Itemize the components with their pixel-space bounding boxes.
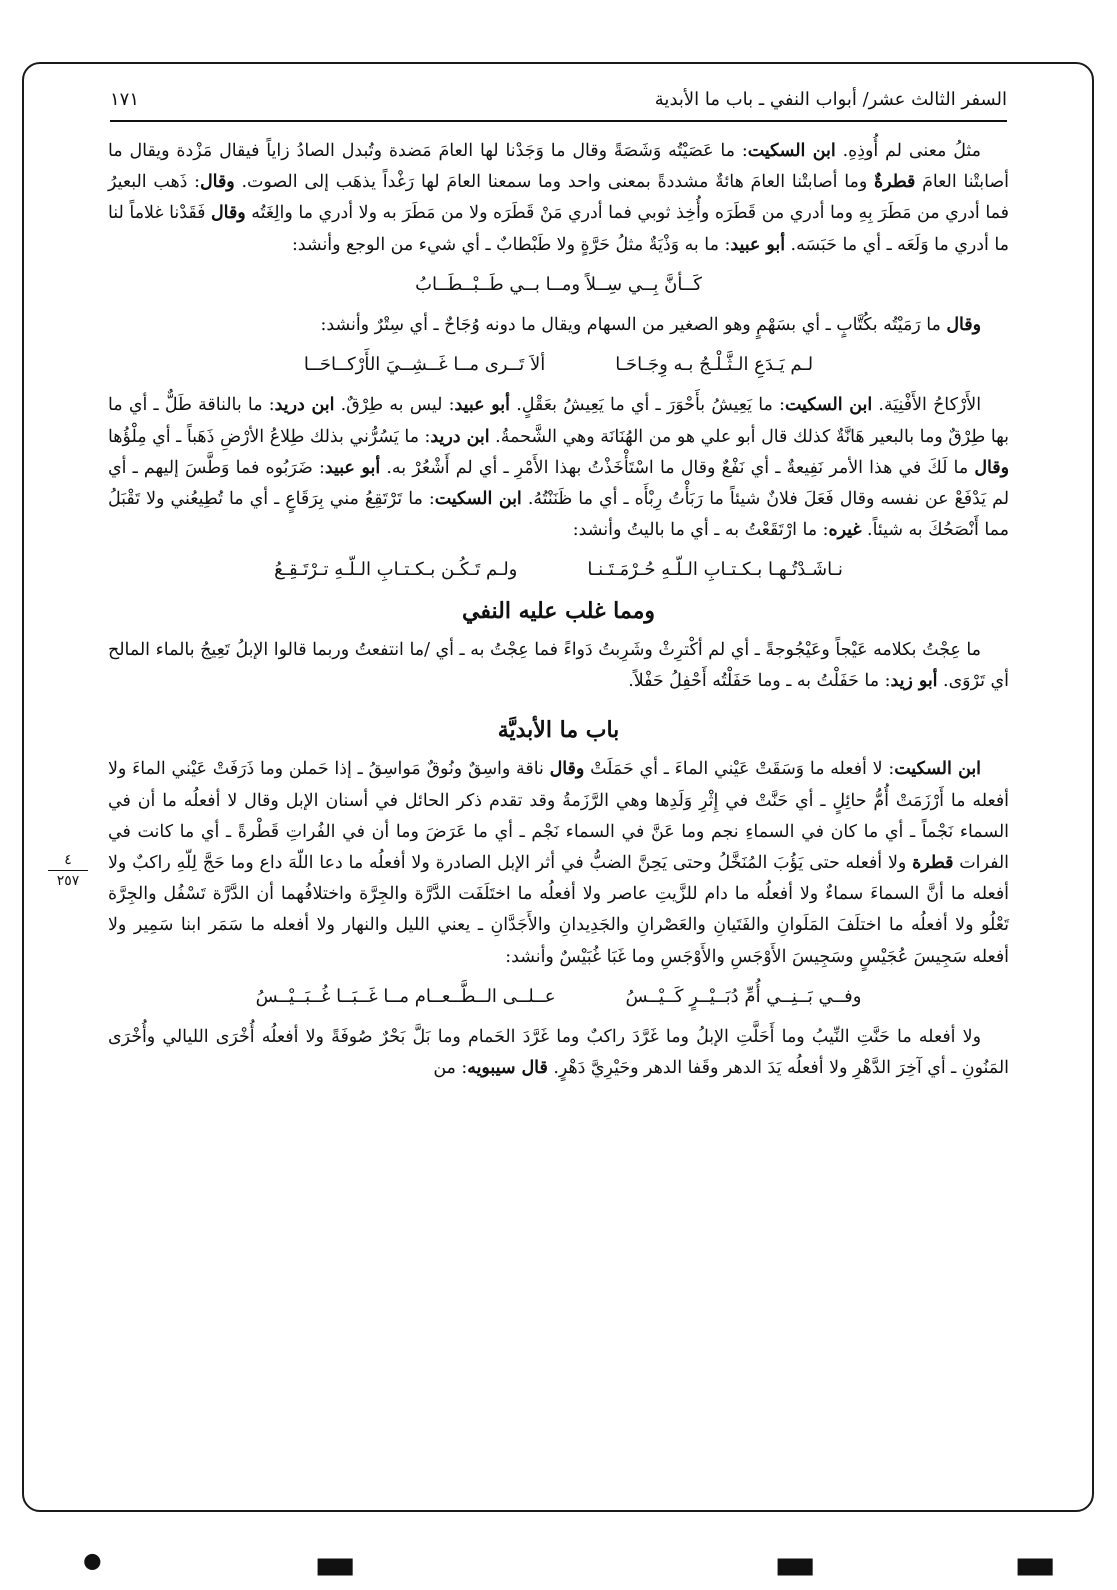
speaker-name: ابن دريد <box>430 426 490 447</box>
speaker-name: أبو عبيد <box>454 395 510 416</box>
text-run: : ذَهب البعيرُ فما أدري من مَطَرَ بِهِ وما أدري من قَطَرَه وأُخِذ ثوبي فما أدري مَنْ قَطَرَه ولا من مَطَرَ به ولا أدري ما والِغَتُه <box>108 172 1009 224</box>
text-run: وما أصابتْنا العامَ هائةٌ مشددةً بمعنى واحد وما سمعنا العامَ لها رَغْداً يذهَب إلى الصوت. <box>234 172 875 193</box>
ink-mark: ▬ <box>773 1536 817 1590</box>
speaker-name: ابن السكيت <box>434 489 522 510</box>
running-head <box>110 84 1007 114</box>
speaker-name: ابن دريد <box>274 395 335 416</box>
section-heading-abadiyya: باب ما الأبديَّة <box>497 717 620 744</box>
text-run: : لا أفعله ما وَسَقَتْ عَيْني الماءَ ـ أي حَمَلَتْ <box>584 759 895 780</box>
speaker-name: ابن السكيت <box>784 395 873 416</box>
couplet-2 <box>108 554 1009 585</box>
text-run: مثلُ معنى لم أُوذِهِ. <box>835 141 981 161</box>
hemistich-right: نـاشَـدْتُـهـا بـكـتـابِ الـلّـهِ حُـرْمَـتَـنـا <box>587 559 843 581</box>
text-run: ما لَكَ في هذا الأمر نَفِيعةٌ ـ أي نَفْعٌ وقال ما اسْتَأْخَذْتُ بهذا الأَمْرِ ـ أي لم أَشْعُرْ به. <box>380 457 975 478</box>
text-run: : ضَرَبُوه فما وَطَّسَ إليهم ـ أي لم يَدْفَعْ عن نفسه وقال فَعَلَ فلانٌ شيئاً ما رَبَأْتُ رِبْأَه ـ أي ما ظَنَنْتُهُ. <box>108 457 1010 510</box>
paragraph-1 <box>108 136 1009 261</box>
hemistich-left: ولـم تَـكُـن بـكـتـابِ الـلّـهِ تـرْتَـقِـعُ <box>274 559 518 581</box>
paragraph-4 <box>108 635 1009 697</box>
text-run: ناقة واسِقٌ ونُوقٌ مَواسِقُ ـ إذا حَملن وما ذَرَفَتْ عَيْني الماءَ ولا أفعله ما أَرْزَمَتْ أُمُّ حائِلٍ ـ أي حَنَّتْ في إِثْرِ وَلَدِها وهي الرَّزَمةُ وقد تقدم ذكر الحائل في أسنان الإبل وقال لا أفعلُه ما أن في السماء نَجْماً ـ أي ما كان في السماءِ نجم وما عَنَّ في السماء نَجْم ـ أي ما عَرَضَ وما أن في الفُراتِ قَطْرةً ـ أي ما كانت في الفرات <box>108 759 1009 874</box>
speaker-name: أبو زيد <box>890 671 938 692</box>
speaker-name: ابن السكيت <box>747 141 836 161</box>
text-run: : ما تَرْتَقِعُ مني بِرَقَاعٍ ـ أي ما تُطِيعُني ولا تَقْبَلُ مما أَنْصَحُكَ به شيئاً. <box>108 489 1009 541</box>
speaker-name: ابن السكيت <box>894 759 981 780</box>
speaker-name: وقال <box>549 759 585 780</box>
ink-mark: • <box>77 1536 107 1590</box>
speaker-name: وقال <box>211 203 246 224</box>
text-run: : ليس به طِرْقٌ. <box>334 395 455 416</box>
keyword: قطرة <box>912 853 954 874</box>
section-heading-negation: ومما غلب عليه النفي <box>462 597 655 624</box>
bleed-through-marks <box>0 1536 1117 1590</box>
speaker-name: وقال <box>200 172 235 193</box>
speaker-name: أبو عبيد <box>324 457 381 478</box>
verse-1: كَــأنَّ بِــي سِــلاً ومــا بــي طَــبْــطَــابُ <box>415 273 702 295</box>
text-run: ولا أفعله ما حَنَّتِ النِّيبُ وما أَحَلَّتِ الإبلُ وما غَرَّدَ راكبٌ وما غَرَّدَ الحَمام وما بَلَّ بَحْرٌ صُوفَةً ولا أفعلُه أُخْرَى الليالي وأُخْرَى المَنُونِ ـ أي آخِرَ الدَّهْرِ ولا أفعلُه يَدَ الدهر وقَفا الدهر وحَيْرِيَّ دَهْرٍ. <box>108 1027 1009 1079</box>
couplet-3 <box>108 981 1009 1012</box>
speaker-name: قال سيبويه <box>467 1058 548 1079</box>
paragraph-5 <box>108 754 1009 972</box>
main-text <box>108 136 1009 1084</box>
margin-ref-page: ٢٥٧ <box>56 873 80 889</box>
hemistich-left: ألاَ تَــرى مــا غَــشِــيَ الأَرْكــاحَــا <box>303 354 546 376</box>
text-run: ما رَمَيْتُه بكُتَّابٍ ـ أي بسَهْمٍ وهو الصغير من السهام ويقال ما دونه وُجَاحٌ ـ أي سِتْرٌ وأنشد: <box>320 315 947 336</box>
paragraph-3 <box>108 390 1009 546</box>
margin-reference <box>44 852 92 889</box>
text-run: : ما ارْتَقَعْتُ به ـ أي ما باليتُ وأنشد: <box>572 520 829 541</box>
paragraph-2 <box>108 310 1009 341</box>
header-rule <box>110 120 1007 122</box>
text-run: ما عِجْتُ بكلامه عَيْجاً وعَيْجُوجةً ـ أي لم أكْترِثْ وشَرِبتُ دَواءً فما عِجْتُ به ـ أي /ما انتفعتُ وربما قالوا الإبلُ تَعِيجُ بالماء المالح أي تَرْوَى. <box>108 639 1009 692</box>
hemistich-right: وفــي بَــنِــي أُمِّ دُبَــيْــرٍ كَــيْــسُ <box>625 985 862 1007</box>
text-run: : ما يَعِيشُ بأَحْوَرَ ـ أي ما يَعِيشُ بعَقْلٍ. <box>509 395 785 416</box>
paragraph-6 <box>108 1022 1009 1084</box>
ink-mark: ▬ <box>1013 1536 1057 1590</box>
text-run: : ما يَسُرُّني بذلك طِلاعُ الأرْضِ ذَهَباً ـ أي مِلْؤُها <box>108 426 431 447</box>
margin-ref-divider <box>48 870 88 871</box>
couplet-1 <box>108 349 1009 380</box>
hemistich-left: عــلــى الــطَّــعــام مــا غَــبَــا غُــبَــيْــسُ <box>255 985 556 1007</box>
text-run: فَقَدْنا غلاماً لنا ما أدري ما وَلَعَه ـ أي ما حَبَسَه. <box>108 203 1009 255</box>
text-run: : ما بالناقة طَلٌّ ـ أي ما بها طِرْقٌ وما بالبعير هَانَّةٌ كذلك قال أبو علي هو من الهُنَانَة وهي الشَّحمةُ. <box>108 395 1009 447</box>
text-run: : ما عَصَيْتُه وَشَصَةً وقال ما وَجَدْنا لها العامَ مَضدة وتُبدل الصادُ زاياً فيقال مَزْدة ويقال ما أصابتْنا العامَ <box>108 141 1009 193</box>
text-run: : ما به وَذْيَةٌ مثلُ حَرَّةٍ ولا طَبْطابٌ ـ أي شيء من الوجع وأنشد: <box>291 234 731 255</box>
ink-mark: ▬ <box>313 1536 357 1590</box>
keyword: قطرةٌ <box>874 172 916 193</box>
page-number: ١٧١ <box>110 88 140 110</box>
speaker-name: وقال <box>946 315 981 336</box>
text-run: ولا أفعله حتى يَؤُبَ المُنَخَّلُ وحتى يَحِنَّ الضبُّ في أثر الإبل الصادرة ولا أفعلُه ما دعا اللّهَ داع وما حَجَّ لِلّهِ راكبٌ ولا أفعله ما أنَّ السماءَ سماءٌ ولا أفعلُه ما دام للزَّيتِ عاصر ولا أفعلُه ما اختَلَفَت الدَّرَّة والجِرَّة واختلافُهما أن الدَّرَّة تَسْفُل والجِرَّة تَعْلُو ولا أفعلُه ما اختلَفَ المَلَوانِ والفَتَيانِ والعَصْرانِ والجَدِيدانِ والأَجَدَّانِ ـ يعني الليل والنهار ولا أفعله ما سَمَر ابنا سَمِير ولا أفعله سَجِيسَ عُجَيْسٍ وسَجِيسَ الأَوْجَسِ والأَوْجَسِ وما غَبَا غُبَيْسٌ وأنشد: <box>108 853 1009 967</box>
text-run: : ما حَفَلْتُ به ـ وما حَفَلْتُه أَحْفِلُ حَفْلاً. <box>628 671 891 692</box>
speaker-name: وقال <box>974 457 1010 478</box>
speaker-name: غيره <box>828 520 862 541</box>
text-run: : من <box>433 1058 468 1079</box>
hemistich-right: لـم يَـدَعِ الـثَّـلْـجُ بـه وِجَـاحَـا <box>615 354 814 376</box>
margin-ref-volume: ٤ <box>64 852 72 868</box>
running-head-title: السفر الثالث عشر/ أبواب النفي ـ باب ما الأبدية <box>654 88 1007 110</box>
text-run: الأَرْكاحُ الأَفْنِيَة. <box>872 395 982 416</box>
speaker-name: أبو عبيد <box>730 234 786 255</box>
